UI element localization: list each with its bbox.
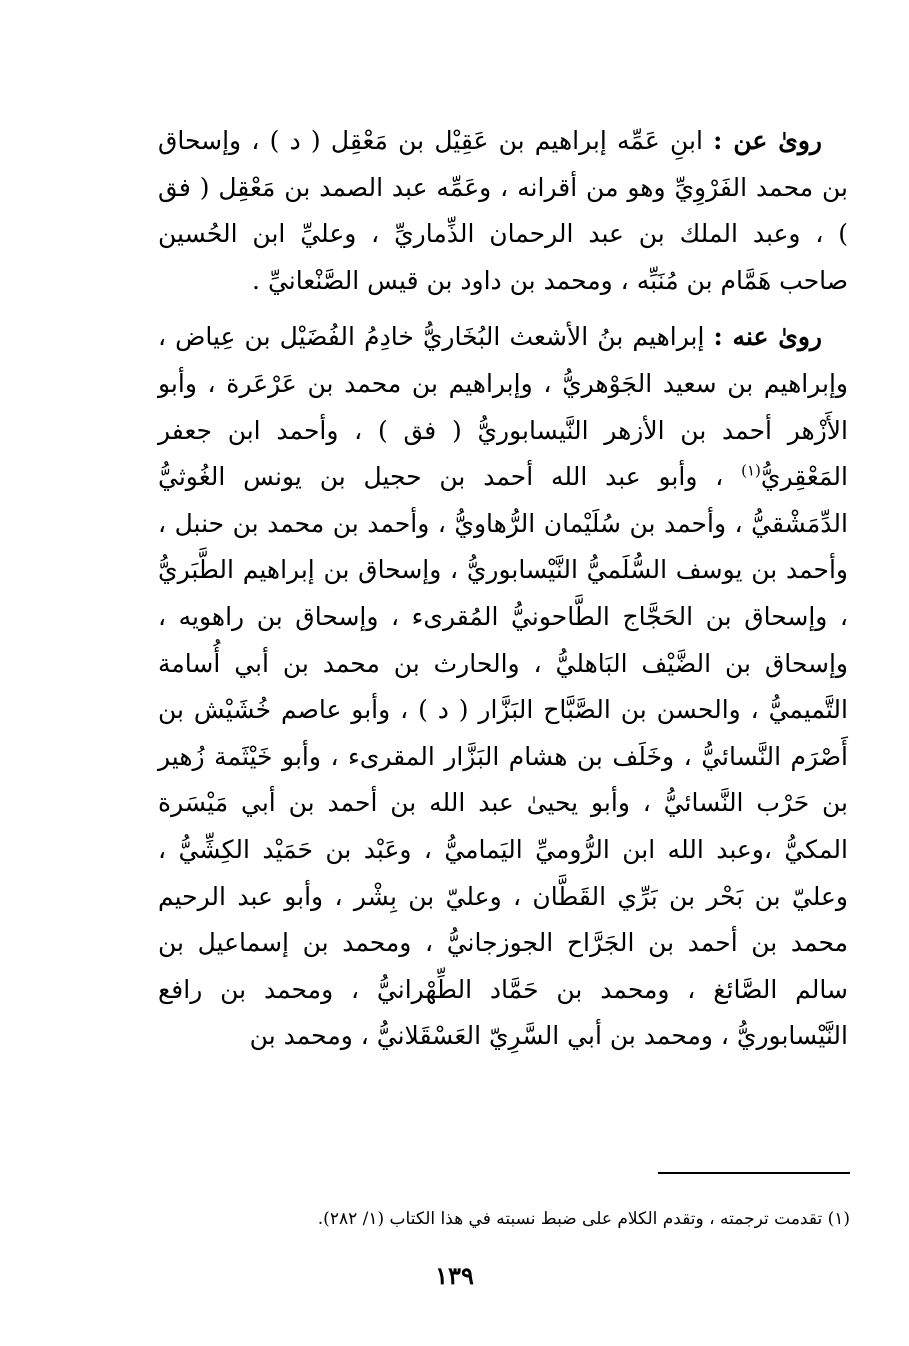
- paragraph-lead: رویٰ عنه :: [713, 322, 822, 352]
- paragraph-narrated-by: [158, 314, 848, 1060]
- page-number: ١٣٩: [435, 1261, 474, 1290]
- paragraph-text: ابنِ عَمِّه إبراهيم بن عَقِيْل بن مَعْقِل ( د ) ، وإسحاق بن محمد الفَرْوِيِّ وهو من أقرانه ، وعَمِّه عبد الصمد بن مَعْقِل ( فق ) ، وعبد الملك بن عبد الرحمان الذِّماريِّ ، وعليِّ ابن الحُسين صاحب هَمَّام بن مُنَبِّه ، ومحمد بن داود بن قيس الصَّنْعانيِّ .: [158, 126, 848, 295]
- footnote-marker[interactable]: (١): [741, 461, 761, 480]
- main-text: [158, 118, 848, 1060]
- paragraph-text: إبراهيم بنُ الأشعث البُخَاريُّ خادِمُ الفُضَيْل بن عِياض ، وإبراهيم بن سعيد الجَوْهريُّ ، وإبراهيم بن محمد بن عَرْعَرة ، وأبو الأَزْهر أحمد بن الأزهر النَّيسابوريُّ ( فق ) ، وأحمد ابن جعفر المَعْقِريُّ: [158, 322, 848, 492]
- paragraph-lead: رویٰ عن :: [713, 126, 822, 155]
- footnote-separator: [658, 1172, 850, 1174]
- paragraph-text: ، وأبو عبد الله أحمد بن حجيل بن يونس الغُوثيُّ الدِّمَشْقيُّ ، وأحمد بن سُلَيْمان الرُّهاويُّ ، وأحمد بن محمد بن حنبل ، وأحمد بن يوسف السُّلَميُّ النَّيْسابوريُّ ، وإسحاق بن إبراهيم الطَّبَريُّ ، وإسحاق بن الحَجَّاج الطَّاحونيُّ المُقرىء ، وإسحاق بن راهويه ، وإسحاق بن الضَّيْف البَاهليُّ ، والحارث بن محمد بن أبي أُسامة التَّميميُّ ، والحسن بن الصَّبَّاح البَزَّار ( د ) ، وأبو عاصم خُشَيْش بن أَصْرَم النَّسائيُّ ، وخَلَف بن هشام البَزَّار المقرىء ، وأبو خَيْثَمة زُهير بن حَرْب النَّسائيُّ ، وأبو يحيىٰ عبد الله بن أحمد بن أبي مَيْسَرة المكيُّ ،وعبد الله ابن الرُّوميِّ اليَماميُّ ، وعَبْد بن حَمَيْد الكِشِّيُّ ، وعليّ بن بَحْر بن بَرِّي القَطَّان ، وعليّ بن بِشْر ، وأبو عبد الرحيم محمد بن أحمد بن الجَرَّاح الجوزجانيُّ ، ومحمد بن إسماعيل بن سالم الصَّائغ ، ومحمد بن حَمَّاد الطِّهْرانيُّ ، ومحمد بن رافع النَّيْسابوريُّ ، ومحمد بن أبي السَّرِيّ العَسْقَلانيُّ ، ومحمد بن: [158, 462, 848, 1051]
- paragraph-narrated-from: [158, 118, 848, 304]
- footnote: (١) تقدمت ترجمته ، وتقدم الكلام على ضبط نسبته في هذا الكتاب (١/ ٢٨٢).: [317, 1209, 850, 1229]
